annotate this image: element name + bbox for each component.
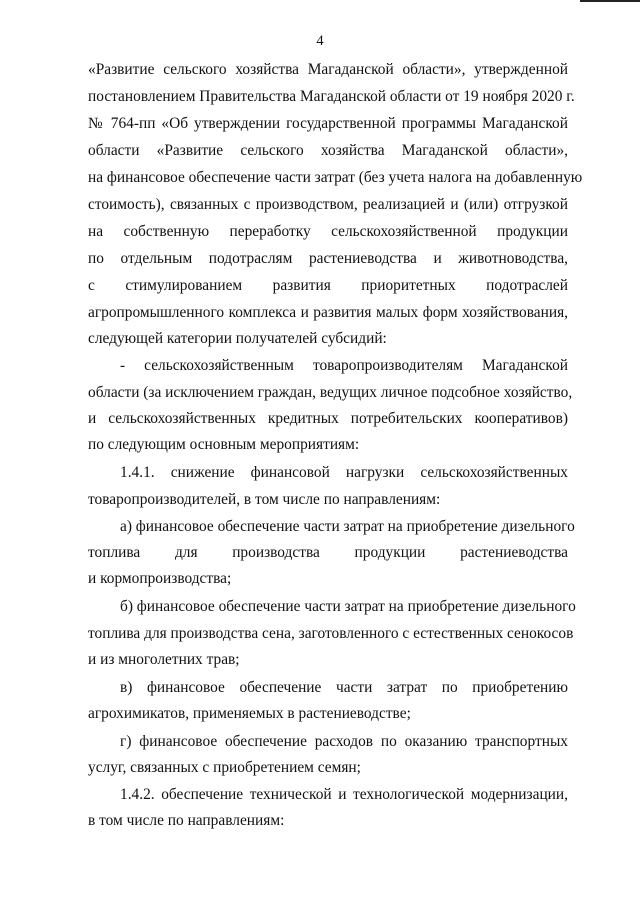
list-item-v: в) финансовое обеспечение части затрат по приобретению — [120, 679, 568, 696]
section-heading-1-4-1: 1.4.1. снижение финансовой нагрузки сельскохозяйственных — [120, 464, 568, 481]
page-number: 4 — [316, 33, 324, 49]
text-line: на финансовое обеспечение части затрат (без учета налога на добавленную — [88, 169, 583, 186]
text-line: по отдельным подотраслям растениеводства и животноводства, — [88, 250, 568, 267]
text-line: «Развитие сельского хозяйства Магаданской области», утвержденной — [88, 61, 568, 78]
text-line: области (за исключением граждан, ведущих личное подсобное хозяйство, — [88, 384, 573, 401]
text-line: постановлением Правительства Магаданской области от 19 ноября 2020 г. — [88, 88, 575, 105]
text-line: области «Развитие сельского хозяйства Магаданской области», — [88, 142, 568, 159]
text-line: топлива для производства продукции растениеводства — [88, 544, 568, 561]
text-line: стоимость), связанных с производством, реализацией и (или) отгрузкой — [88, 196, 568, 213]
text-line: и кормопроизводства; — [88, 570, 232, 587]
text-line: услуг, связанных с приобретением семян; — [88, 759, 361, 776]
text-line: агропромышленного комплекса и развития малых форм хозяйствования, — [88, 304, 568, 321]
text-line: в том числе по направлениям: — [88, 812, 285, 829]
text-line: товаропроизводителей, в том числе по направлениям: — [88, 491, 441, 508]
list-item-dash: - сельскохозяйственным товаропроизводителям Магаданской — [120, 357, 568, 374]
section-heading-1-4-2: 1.4.2. обеспечение технической и технологической модернизации, — [120, 786, 568, 803]
text-line: и из многолетних трав; — [88, 651, 240, 668]
list-item-a: а) финансовое обеспечение части затрат на приобретение дизельного — [120, 518, 575, 535]
top-right-border-mark — [580, 0, 640, 2]
text-line: на собственную переработку сельскохозяйственной продукции — [88, 223, 568, 240]
text-line: № 764-пп «Об утверждении государственной программы Магаданской — [88, 115, 568, 132]
text-line: с стимулированием развития приоритетных подотраслей — [88, 277, 568, 294]
list-item-b: б) финансовое обеспечение части затрат на приобретение дизельного — [120, 598, 576, 615]
text-line: топлива для производства сена, заготовленного с естественных сенокосов — [88, 625, 574, 642]
text-line: агрохимикатов, применяемых в растениеводстве; — [88, 705, 411, 722]
text-line: по следующим основным мероприятиям: — [88, 436, 360, 453]
text-line: следующей категории получателей субсидий: — [88, 330, 387, 347]
text-line: и сельскохозяйственных кредитных потребительских кооперативов) — [88, 410, 568, 427]
list-item-g: г) финансовое обеспечение расходов по оказанию транспортных — [120, 733, 568, 750]
